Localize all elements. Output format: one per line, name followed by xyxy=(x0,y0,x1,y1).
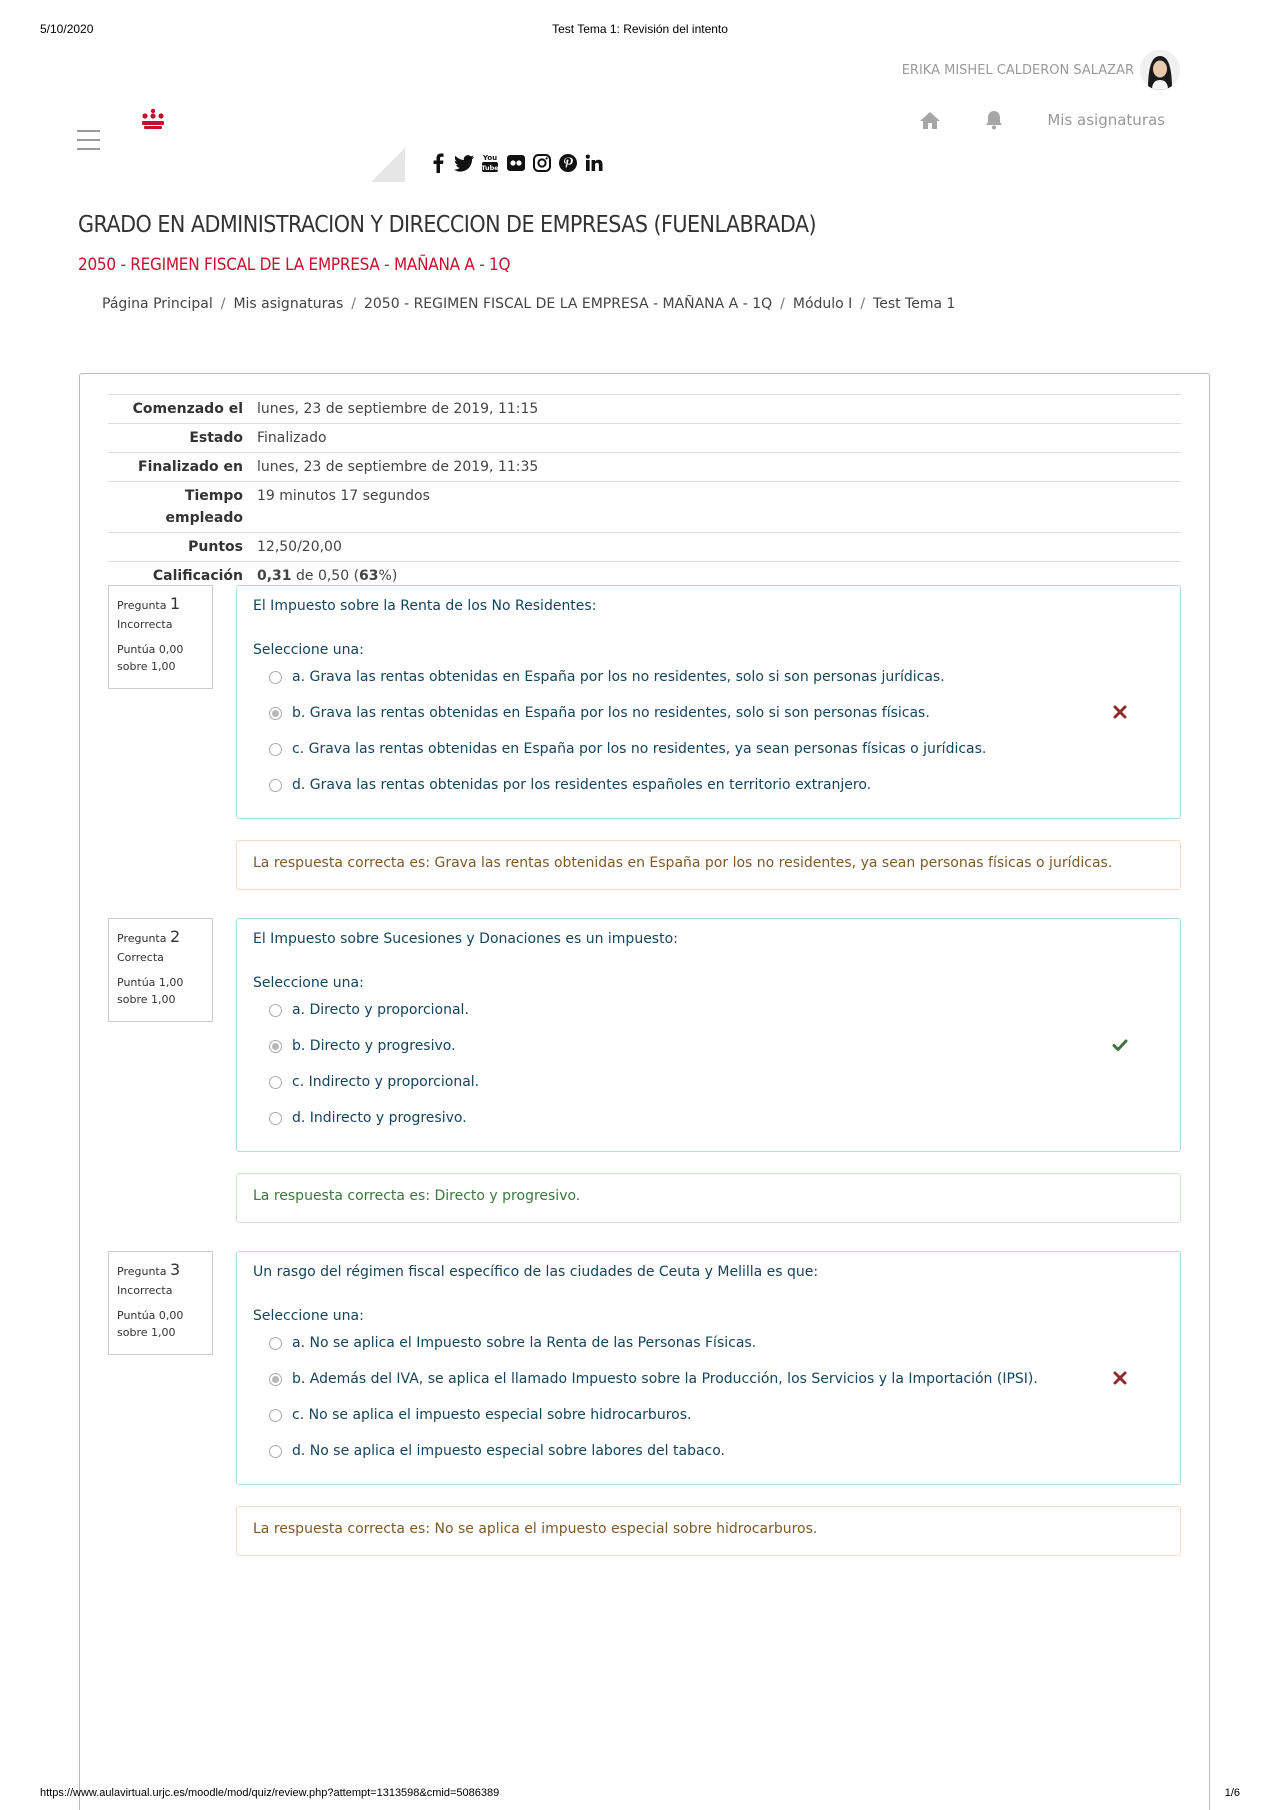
grade-line: sobre 1,00 xyxy=(117,660,176,673)
breadcrumb-home[interactable]: Página Principal xyxy=(102,296,213,312)
summary-label xyxy=(108,485,251,529)
answer-option[interactable] xyxy=(253,1103,1164,1133)
grade-line: Puntúa 0,00 xyxy=(117,1309,184,1322)
breadcrumb-course[interactable]: 2050 - REGIMEN FISCAL DE LA EMPRESA - MAÑANA A - 1Q xyxy=(363,296,773,312)
summary-value: 19 minutos 17 segundos xyxy=(257,488,430,504)
radio-button[interactable] xyxy=(269,1112,282,1125)
svg-text:Tube: Tube xyxy=(481,164,499,172)
radio-button[interactable] xyxy=(269,1076,282,1089)
question-text: El Impuesto sobre Sucesiones y Donaciones es un impuesto: xyxy=(253,931,678,947)
question-number xyxy=(117,594,204,613)
answer-option[interactable] xyxy=(253,1067,1164,1097)
radio-button[interactable] xyxy=(269,1004,282,1017)
radio-button-selected[interactable] xyxy=(269,1040,282,1053)
incorrect-icon xyxy=(1112,1370,1128,1386)
grade-of: de 0,50 ( xyxy=(291,568,360,584)
answer-label: c. Indirecto y proporcional. xyxy=(292,1074,480,1090)
breadcrumb-my-courses[interactable]: Mis asignaturas xyxy=(233,296,344,312)
question-state: Incorrecta xyxy=(117,1284,173,1297)
radio-button[interactable] xyxy=(269,743,282,756)
answer-label: c. Grava las rentas obtenidas en España por los no residentes, ya sean personas físicas o jurídicas. xyxy=(292,741,987,757)
answer-option[interactable] xyxy=(253,1436,1164,1466)
grade-percent: 63 xyxy=(359,568,379,584)
question-info xyxy=(108,918,213,1022)
print-page-number: 1/6 xyxy=(1224,1787,1240,1799)
question-text: Un rasgo del régimen fiscal específico de las ciudades de Ceuta y Melilla es que: xyxy=(253,1264,819,1280)
answer-label: b. Grava las rentas obtenidas en España por los no residentes, solo si son personas físicas. xyxy=(292,705,930,721)
summary-row-finished xyxy=(108,452,1181,481)
print-url: https://www.aulavirtual.urjc.es/moodle/mod/quiz/review.php?attempt=1313598&cmid=5086389 xyxy=(40,1787,500,1799)
question-label: Pregunta xyxy=(117,599,167,612)
radio-button[interactable] xyxy=(269,1445,282,1458)
summary-row-time xyxy=(108,481,1181,532)
grade-line: Puntúa 0,00 xyxy=(117,643,184,656)
answer-option[interactable] xyxy=(253,770,1164,800)
breadcrumb-module[interactable]: Módulo I xyxy=(792,296,853,312)
question-number xyxy=(117,1260,204,1279)
grade-line: sobre 1,00 xyxy=(117,993,176,1006)
corner-fold-decoration xyxy=(371,148,405,182)
summary-value: Finalizado xyxy=(257,430,327,446)
user-menu[interactable] xyxy=(902,50,1180,90)
answer-label: c. No se aplica el impuesto especial sobre hidrocarburos. xyxy=(292,1407,692,1423)
instagram-icon[interactable] xyxy=(532,152,552,174)
home-icon[interactable] xyxy=(919,110,941,130)
menu-toggle-icon[interactable] xyxy=(77,130,100,152)
social-links xyxy=(428,152,610,174)
course-subtitle[interactable]: 2050 - REGIMEN FISCAL DE LA EMPRESA - MAÑANA A - 1Q xyxy=(78,255,511,275)
radio-button[interactable] xyxy=(269,671,282,684)
answer-prompt: Seleccione una: xyxy=(253,642,364,658)
grade-line: sobre 1,00 xyxy=(117,1326,176,1339)
summary-value: 12,50/20,00 xyxy=(257,539,342,555)
course-title: GRADO EN ADMINISTRACION Y DIRECCION DE EMPRESAS (FUENLABRADA) xyxy=(78,212,817,238)
flickr-icon[interactable] xyxy=(506,152,526,174)
answer-option[interactable] xyxy=(253,734,1164,764)
answer-option[interactable] xyxy=(253,995,1164,1025)
avatar[interactable] xyxy=(1140,50,1180,90)
question-grade xyxy=(117,641,204,675)
answer-option[interactable] xyxy=(253,698,1164,728)
summary-row-started xyxy=(108,394,1181,423)
university-crown-logo[interactable] xyxy=(140,108,166,130)
youtube-icon[interactable] xyxy=(480,152,500,174)
summary-label: Puntos xyxy=(188,539,243,555)
answer-label: d. No se aplica el impuesto especial sobre labores del tabaco. xyxy=(292,1443,725,1459)
answer-label: b. Además del IVA, se aplica el llamado Impuesto sobre la Producción, los Servicios y la Importación (IPSI). xyxy=(292,1371,1038,1387)
pinterest-icon[interactable] xyxy=(558,152,578,174)
user-name[interactable]: ERIKA MISHEL CALDERON SALAZAR xyxy=(901,62,1134,78)
question-state: Incorrecta xyxy=(117,618,173,631)
correct-answer-feedback: La respuesta correcta es: Directo y progresivo. xyxy=(236,1173,1181,1223)
summary-value: lunes, 23 de septiembre de 2019, 11:15 xyxy=(257,401,539,417)
answer-label: a. Grava las rentas obtenidas en España por los no residentes, solo si son personas jurídicas. xyxy=(292,669,945,685)
print-header xyxy=(40,22,1240,38)
radio-button[interactable] xyxy=(269,779,282,792)
question-label: Pregunta xyxy=(117,1265,167,1278)
answer-label: a. Directo y proporcional. xyxy=(292,1002,469,1018)
question-number-value: 3 xyxy=(169,1260,181,1279)
summary-label-line: Tiempo xyxy=(184,488,243,504)
radio-button-selected[interactable] xyxy=(269,1373,282,1386)
summary-label: Finalizado en xyxy=(138,459,243,475)
question-number xyxy=(117,927,204,946)
facebook-icon[interactable] xyxy=(428,152,448,174)
question-label: Pregunta xyxy=(117,932,167,945)
correct-check-icon xyxy=(1112,1037,1128,1053)
answer-label: a. No se aplica el Impuesto sobre la Renta de las Personas Físicas. xyxy=(292,1335,757,1351)
question-grade xyxy=(117,974,204,1008)
answer-option[interactable] xyxy=(253,1364,1164,1394)
grade-value: 0,31 xyxy=(257,568,292,584)
correct-answer-feedback: La respuesta correcta es: No se aplica el impuesto especial sobre hidrocarburos. xyxy=(236,1506,1181,1556)
print-date: 5/10/2020 xyxy=(40,22,94,36)
question-content xyxy=(236,918,1181,1152)
question-number-value: 2 xyxy=(169,927,181,946)
print-title: Test Tema 1: Revisión del intento xyxy=(552,22,728,36)
radio-button[interactable] xyxy=(269,1409,282,1422)
attempt-summary xyxy=(108,394,1181,590)
summary-value xyxy=(251,565,1181,587)
twitter-icon[interactable] xyxy=(454,152,474,174)
question-info xyxy=(108,1251,213,1355)
summary-label: Comenzado el xyxy=(132,401,243,417)
answer-label: d. Indirecto y progresivo. xyxy=(292,1110,467,1126)
question-content xyxy=(236,1251,1181,1485)
bell-icon[interactable] xyxy=(983,110,1005,130)
grade-end: %) xyxy=(378,568,398,584)
answer-prompt: Seleccione una: xyxy=(253,1308,364,1324)
summary-label: Estado xyxy=(189,430,243,446)
my-courses-link[interactable]: Mis asignaturas xyxy=(1047,111,1165,129)
linkedin-icon[interactable] xyxy=(584,152,604,174)
top-nav xyxy=(919,110,1165,130)
answer-option[interactable] xyxy=(253,1400,1164,1430)
question-text: El Impuesto sobre la Renta de los No Residentes: xyxy=(253,598,597,614)
answer-option[interactable] xyxy=(253,662,1164,692)
breadcrumb-quiz[interactable]: Test Tema 1 xyxy=(873,296,956,312)
answer-option[interactable] xyxy=(253,1031,1164,1061)
question-grade xyxy=(117,1307,204,1341)
breadcrumb: Página Principal / Mis asignaturas / 2050 - REGIMEN FISCAL DE LA EMPRESA - MAÑANA A - 1Q / Módulo I / Test Tema 1 xyxy=(102,296,956,312)
summary-row-points xyxy=(108,532,1181,561)
correct-answer-feedback: La respuesta correcta es: Grava las rentas obtenidas en España por los no residentes, ya sean personas físicas o jurídicas. xyxy=(236,840,1181,890)
radio-button-selected[interactable] xyxy=(269,707,282,720)
question-state: Correcta xyxy=(117,951,164,964)
grade-line: Puntúa 1,00 xyxy=(117,976,184,989)
question-info xyxy=(108,585,213,689)
summary-label-line: empleado xyxy=(165,510,243,526)
summary-label: Calificación xyxy=(152,568,243,584)
answer-label: b. Directo y progresivo. xyxy=(292,1038,456,1054)
svg-text:You: You xyxy=(482,154,498,162)
incorrect-icon xyxy=(1112,704,1128,720)
answer-prompt: Seleccione una: xyxy=(253,975,364,991)
summary-row-state xyxy=(108,423,1181,452)
question-content xyxy=(236,585,1181,819)
print-footer xyxy=(40,1787,1240,1803)
summary-value: lunes, 23 de septiembre de 2019, 11:35 xyxy=(257,459,539,475)
answer-label: d. Grava las rentas obtenidas por los residentes españoles en territorio extranjero. xyxy=(292,777,872,793)
avatar-image xyxy=(1140,50,1180,90)
radio-button[interactable] xyxy=(269,1337,282,1350)
answer-option[interactable] xyxy=(253,1328,1164,1358)
question-number-value: 1 xyxy=(169,594,181,613)
